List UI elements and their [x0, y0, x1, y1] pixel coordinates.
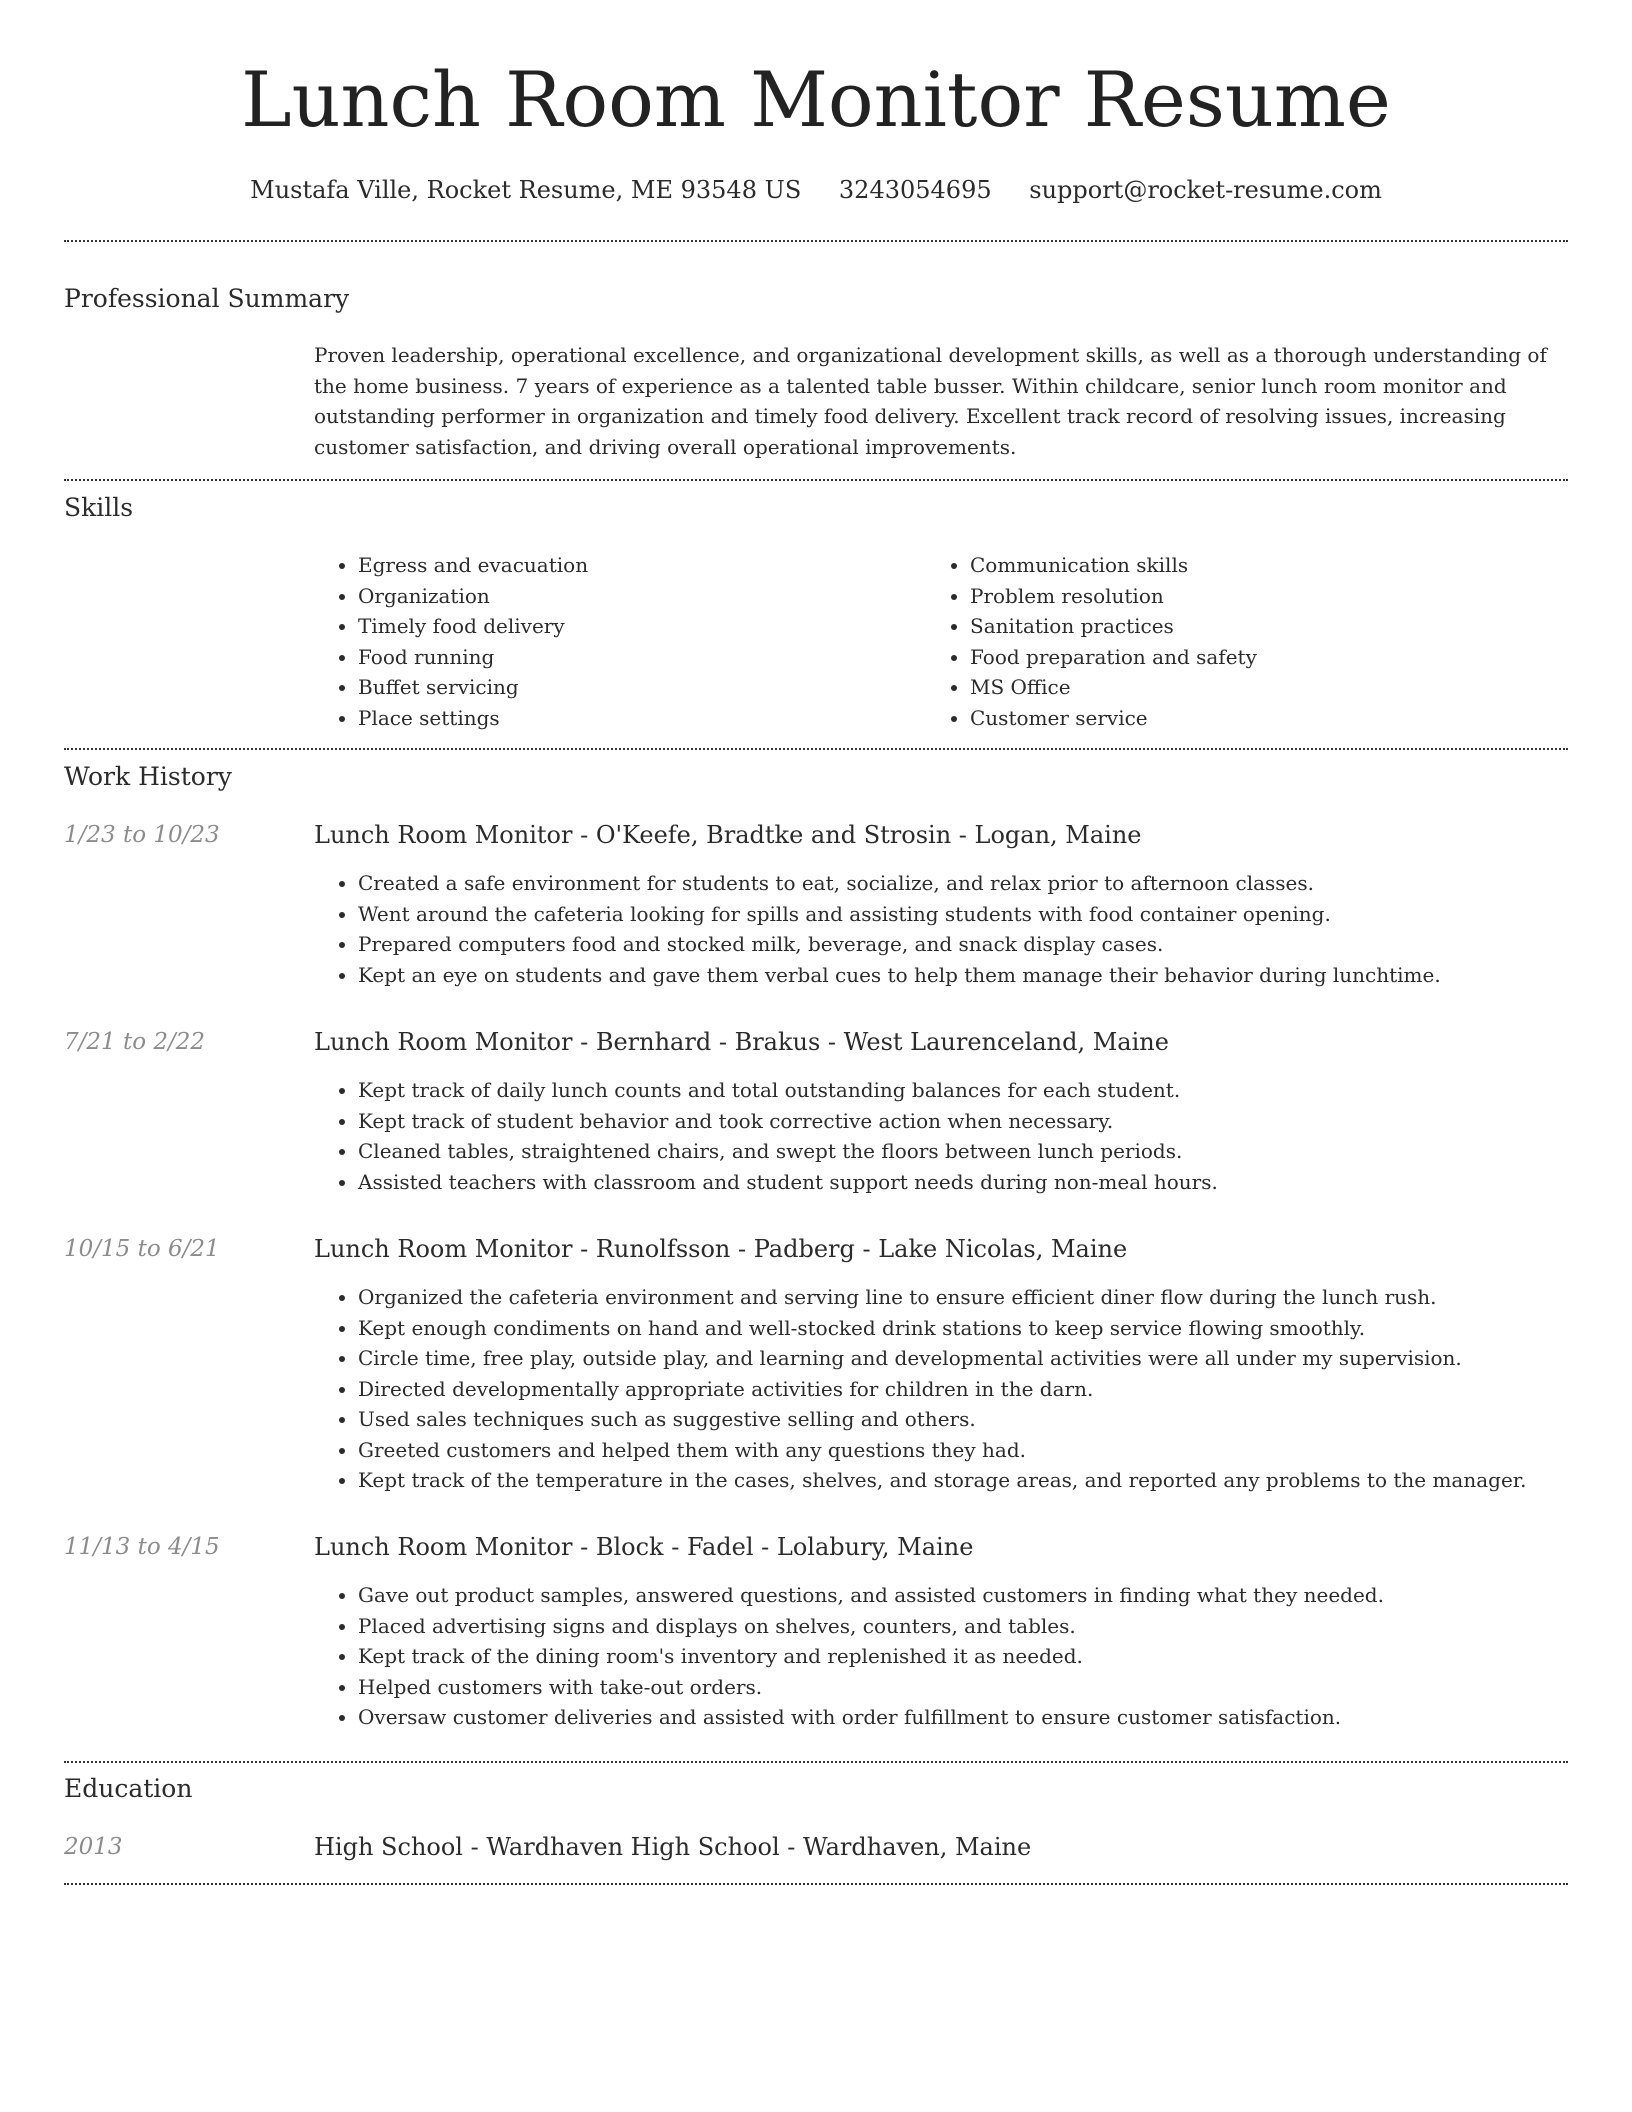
divider: [64, 1761, 1568, 1763]
contact-phone: 3243054695: [838, 176, 992, 204]
work-history-heading: Work History: [64, 762, 232, 791]
skill-item: • Timely food delivery: [358, 611, 914, 642]
job-bullet: • Cleaned tables, straightened chairs, and swept the floors between lunch periods.: [358, 1136, 1568, 1167]
job-dates: 1/23 to 10/23: [64, 822, 220, 848]
job-bullet: • Kept track of the dining room's inventory and replenished it as needed.: [358, 1641, 1568, 1672]
job-bullet: • Kept track of daily lunch counts and total outstanding balances for each student.: [358, 1075, 1568, 1106]
job-dates: 10/15 to 6/21: [64, 1236, 220, 1262]
job-bullet: • Kept track of student behavior and took corrective action when necessary.: [358, 1106, 1568, 1137]
job-bullet: • Helped customers with take-out orders.: [358, 1672, 1568, 1703]
skill-item: • Customer service: [970, 703, 1526, 734]
summary-text: Proven leadership, operational excellence, and organizational development skills, as well as a thorough understanding of the home business. 7 years of experience as a talented table busser. Within childcare, senior lunch room monitor and outstanding performer in organization and timely food delivery. Excellent track record of resolving issues, increasing customer satisfaction, and driving overall operational improvements.: [314, 343, 1547, 459]
job-bullet: • Kept track of the temperature in the cases, shelves, and storage areas, and reported any problems to the manager.: [358, 1465, 1568, 1496]
education-year: 2013: [64, 1834, 123, 1860]
skills-heading: Skills: [64, 493, 134, 522]
skill-item: • Egress and evacuation: [358, 550, 914, 581]
skill-item: • Organization: [358, 581, 914, 612]
job-bullet: • Circle time, free play, outside play, and learning and developmental activities were all under my supervision.: [358, 1343, 1568, 1374]
job-bullets: [314, 1075, 1568, 1197]
job-bullet: • Oversaw customer deliveries and assisted with order fulfillment to ensure customer satisfaction.: [358, 1702, 1568, 1733]
skill-item: • Food running: [358, 642, 914, 673]
job-bullet: • Used sales techniques such as suggestive selling and others.: [358, 1404, 1568, 1435]
job-bullet: • Prepared computers food and stocked milk, beverage, and snack display cases.: [358, 929, 1568, 960]
job-bullet: • Assisted teachers with classroom and student support needs during non-meal hours.: [358, 1167, 1568, 1198]
job-bullets: [314, 1580, 1568, 1733]
contact-line: [64, 170, 1568, 210]
skill-item: • Sanitation practices: [970, 611, 1526, 642]
divider: [64, 748, 1568, 750]
education-heading: Education: [64, 1774, 193, 1803]
job-dates: 7/21 to 2/22: [64, 1029, 206, 1055]
skills-left-column: [314, 550, 914, 733]
job-bullet: • Organized the cafeteria environment and serving line to ensure efficient diner flow during the lunch rush.: [358, 1282, 1568, 1313]
job-bullets: [314, 868, 1568, 990]
skill-item: • Place settings: [358, 703, 914, 734]
job-bullet: • Placed advertising signs and displays on shelves, counters, and tables.: [358, 1611, 1568, 1642]
job-bullet: • Went around the cafeteria looking for spills and assisting students with food container opening.: [358, 899, 1568, 930]
job-header: Lunch Room Monitor - Bernhard - Brakus - West Laurenceland, Maine: [314, 1028, 1169, 1056]
summary-heading: Professional Summary: [64, 284, 350, 313]
divider: [64, 240, 1568, 242]
job-bullet: • Greeted customers and helped them with any questions they had.: [358, 1435, 1568, 1466]
skill-item: • MS Office: [970, 672, 1526, 703]
job-bullet: • Kept enough condiments on hand and well-stocked drink stations to keep service flowing smoothly.: [358, 1313, 1568, 1344]
skill-item: • Communication skills: [970, 550, 1526, 581]
contact-email: support@rocket-resume.com: [1029, 176, 1382, 204]
skill-item: • Problem resolution: [970, 581, 1526, 612]
job-bullet: • Directed developmentally appropriate activities for children in the darn.: [358, 1374, 1568, 1405]
job-bullet: • Created a safe environment for students to eat, socialize, and relax prior to afternoon classes.: [358, 868, 1568, 899]
job-header: Lunch Room Monitor - O'Keefe, Bradtke and Strosin - Logan, Maine: [314, 821, 1142, 849]
job-header: Lunch Room Monitor - Block - Fadel - Lolabury, Maine: [314, 1533, 974, 1561]
skill-item: • Food preparation and safety: [970, 642, 1526, 673]
skill-item: • Buffet servicing: [358, 672, 914, 703]
divider: [64, 479, 1568, 481]
job-header: Lunch Room Monitor - Runolfsson - Padberg - Lake Nicolas, Maine: [314, 1235, 1128, 1263]
divider: [64, 1883, 1568, 1885]
resume-title: Lunch Room Monitor Resume: [241, 55, 1391, 144]
job-bullets: [314, 1282, 1568, 1496]
job-bullet: • Gave out product samples, answered questions, and assisted customers in finding what they needed.: [358, 1580, 1568, 1611]
job-bullet: • Kept an eye on students and gave them verbal cues to help them manage their behavior during lunchtime.: [358, 960, 1568, 991]
education-header: High School - Wardhaven High School - Wardhaven, Maine: [314, 1833, 1032, 1861]
contact-address: Mustafa Ville, Rocket Resume, ME 93548 US: [250, 176, 802, 204]
skills-right-column: [926, 550, 1526, 733]
job-dates: 11/13 to 4/15: [64, 1534, 220, 1560]
